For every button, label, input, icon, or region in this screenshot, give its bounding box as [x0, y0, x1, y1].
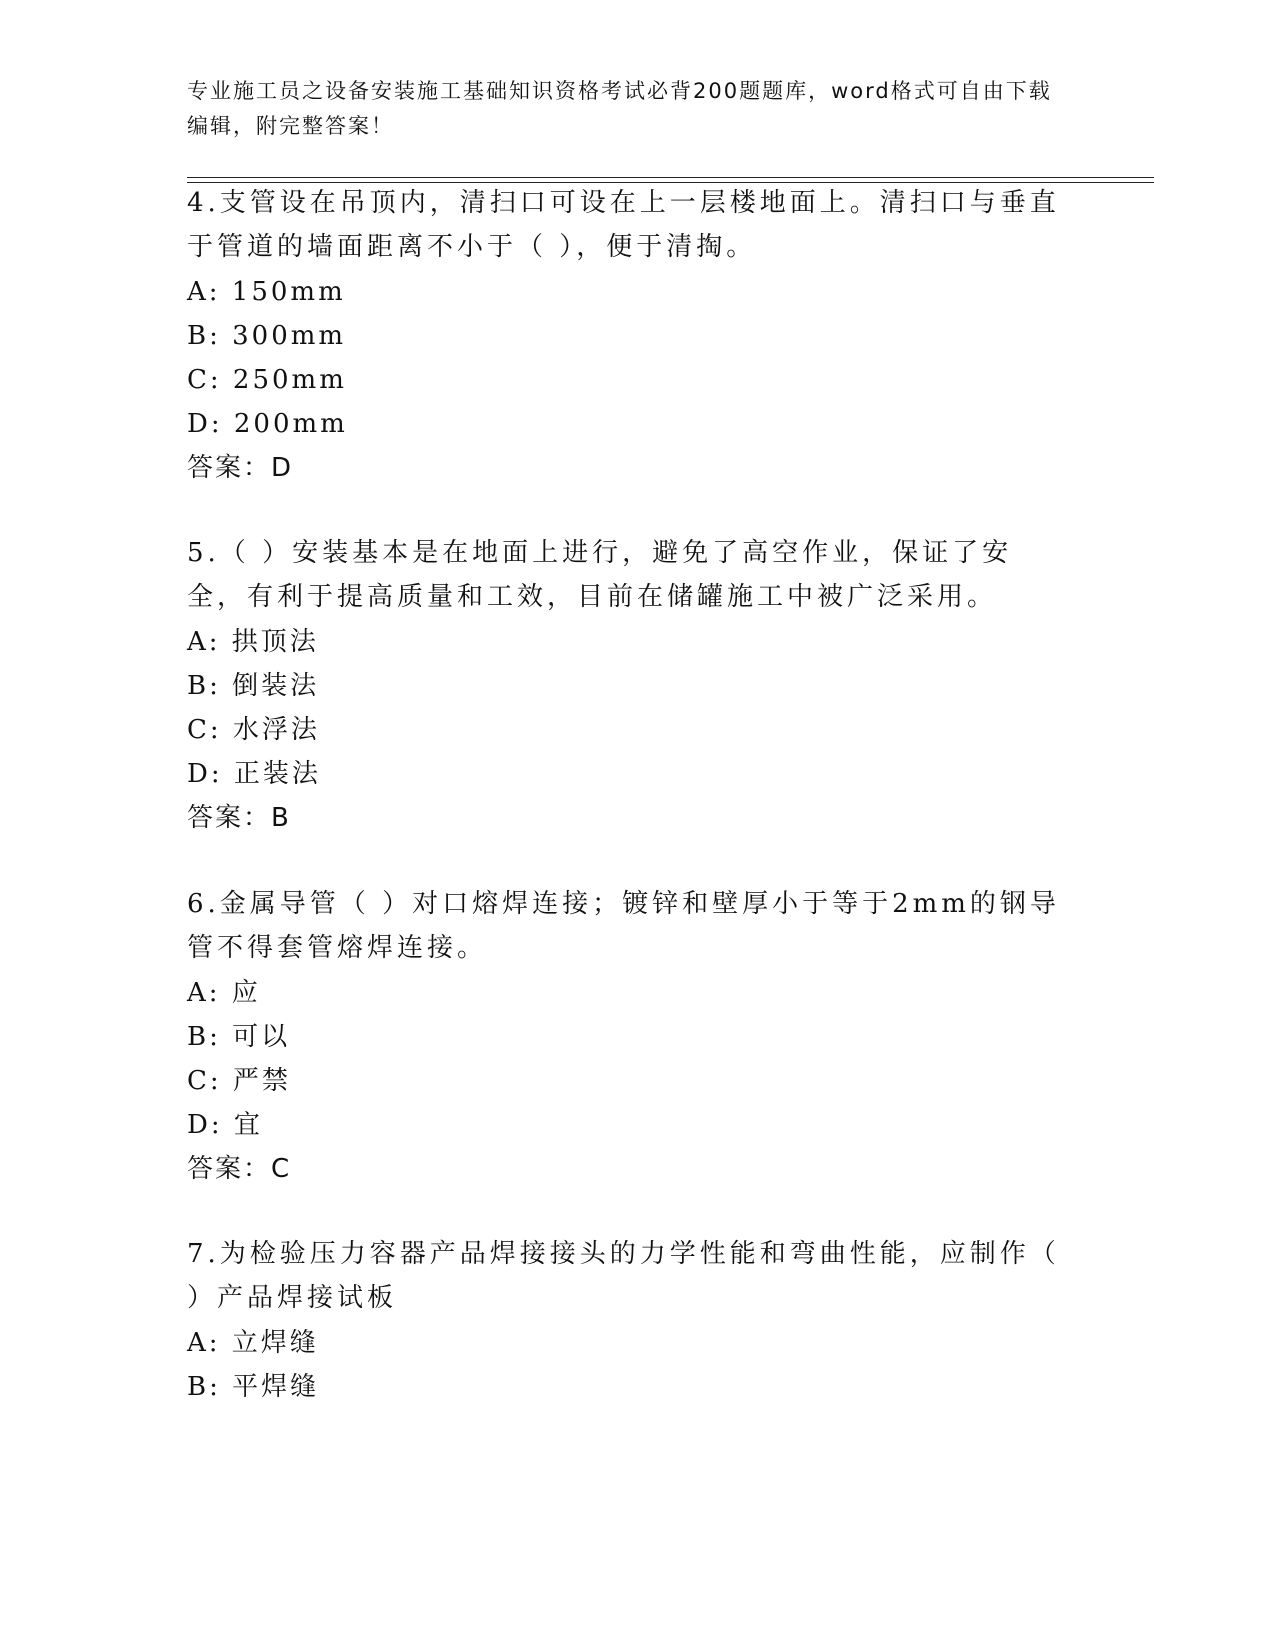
question-stem: 5.（ ）安装基本是在地面上进行，避免了高空作业，保证了安全，有利于提高质量和工效，目前在储罐施工中被广泛采用。: [187, 538, 1013, 612]
question-option: B: 倒装法: [187, 671, 320, 701]
question-stem: 7.为检验压力容器产品焊接接头的力学性能和弯曲性能，应制作（ ）产品焊接试板: [187, 1239, 1060, 1313]
question-answer: 答案：B: [187, 803, 291, 833]
question-option: A: 拱顶法: [187, 627, 319, 657]
question-option: A: 应: [187, 978, 261, 1008]
question-stem: 6.金属导管（ ）对口熔焊连接；镀锌和壁厚小于等于2mm的钢导管不得套管熔焊连接。: [187, 889, 1060, 963]
question-option: C: 水浮法: [187, 715, 320, 745]
question-option: C: 严禁: [187, 1066, 291, 1096]
question-option: B: 平焊缝: [187, 1372, 320, 1402]
question-option: C: 250mm: [187, 365, 347, 395]
question-option: D: 200mm: [187, 409, 348, 439]
question-option: A: 150mm: [187, 277, 346, 307]
question-stem: 4.支管设在吊顶内，清扫口可设在上一层楼地面上。清扫口与垂直于管道的墙面距离不小于（ ），便于清掏。: [187, 188, 1060, 262]
question-answer: 答案：D: [187, 453, 294, 483]
question-option: B: 300mm: [187, 321, 347, 351]
question-option: D: 宜: [187, 1110, 263, 1140]
header-divider-top: [187, 177, 1154, 178]
document-header-title: 专业施工员之设备安装施工基础知识资格考试必背200题题库，word格式可自由下载编辑，附完整答案！: [187, 79, 1052, 138]
question-option: A: 立焊缝: [187, 1328, 319, 1358]
question-option: B: 可以: [187, 1022, 291, 1052]
question-option: D: 正装法: [187, 759, 321, 789]
question-answer: 答案：C: [187, 1154, 292, 1184]
